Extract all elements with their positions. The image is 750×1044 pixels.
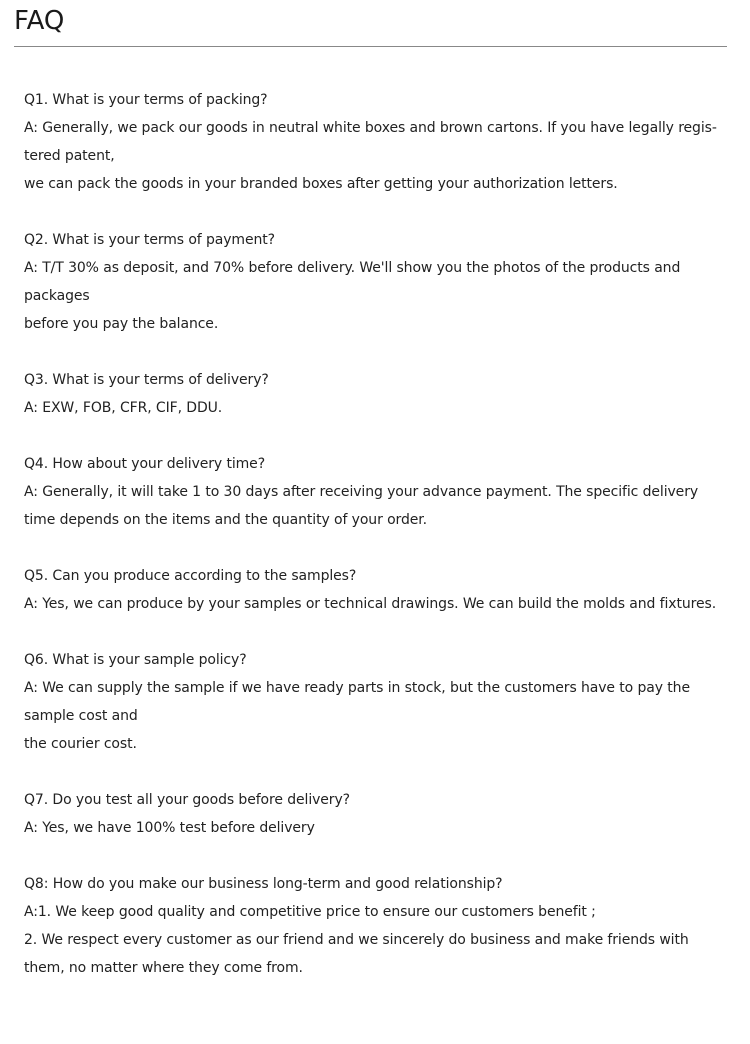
faq-answer-line: A: Yes, we can produce by your samples or technical drawings. We can build the molds and fixtures.: [24, 596, 717, 612]
faq-answer-line: A: T/T 30% as deposit, and 70% before delivery. We'll show you the photos of the products and: [24, 260, 681, 276]
faq-answer-line: tered patent,: [24, 148, 115, 164]
faq-answer-line: before you pay the balance.: [24, 316, 219, 332]
faq-item-1: [24, 86, 736, 198]
faq-item-3: [24, 366, 736, 422]
faq-item-5: [24, 562, 736, 618]
faq-list: [24, 86, 736, 1010]
faq-item-2: [24, 226, 736, 338]
faq-question: Q2. What is your terms of payment?: [24, 232, 275, 248]
faq-item-6: [24, 646, 736, 758]
faq-item-4: [24, 450, 736, 534]
faq-answer-line: we can pack the goods in your branded boxes after getting your authorization letters.: [24, 176, 618, 192]
faq-answer-line: time depends on the items and the quantity of your order.: [24, 512, 427, 528]
faq-item-8: [24, 870, 736, 982]
faq-item-7: [24, 786, 736, 842]
faq-answer-line: the courier cost.: [24, 736, 137, 752]
faq-answer-line: A:1. We keep good quality and competitive price to ensure our customers benefit ;: [24, 904, 596, 920]
faq-answer-line: sample cost and: [24, 708, 138, 724]
faq-question: Q4. How about your delivery time?: [24, 456, 266, 472]
faq-question: Q6. What is your sample policy?: [24, 652, 247, 668]
faq-question: Q8: How do you make our business long-term and good relationship?: [24, 876, 503, 892]
faq-question: Q7. Do you test all your goods before delivery?: [24, 792, 350, 808]
faq-question: Q3. What is your terms of delivery?: [24, 372, 269, 388]
faq-answer-line: 2. We respect every customer as our friend and we sincerely do business and make friends with: [24, 932, 689, 948]
page-title: FAQ: [14, 6, 65, 36]
faq-answer-line: A: Generally, we pack our goods in neutral white boxes and brown cartons. If you have legally regis-: [24, 120, 717, 136]
faq-answer-line: them, no matter where they come from.: [24, 960, 303, 976]
faq-answer-line: A: Yes, we have 100% test before delivery: [24, 820, 315, 836]
faq-question: Q5. Can you produce according to the samples?: [24, 568, 357, 584]
faq-answer-line: A: EXW, FOB, CFR, CIF, DDU.: [24, 400, 223, 416]
faq-answer-line: A: Generally, it will take 1 to 30 days after receiving your advance payment. The specific delivery: [24, 484, 699, 500]
faq-header: [14, 0, 727, 47]
faq-question: Q1. What is your terms of packing?: [24, 92, 268, 108]
faq-answer-line: packages: [24, 288, 90, 304]
faq-answer-line: A: We can supply the sample if we have ready parts in stock, but the customers have to pay the: [24, 680, 690, 696]
